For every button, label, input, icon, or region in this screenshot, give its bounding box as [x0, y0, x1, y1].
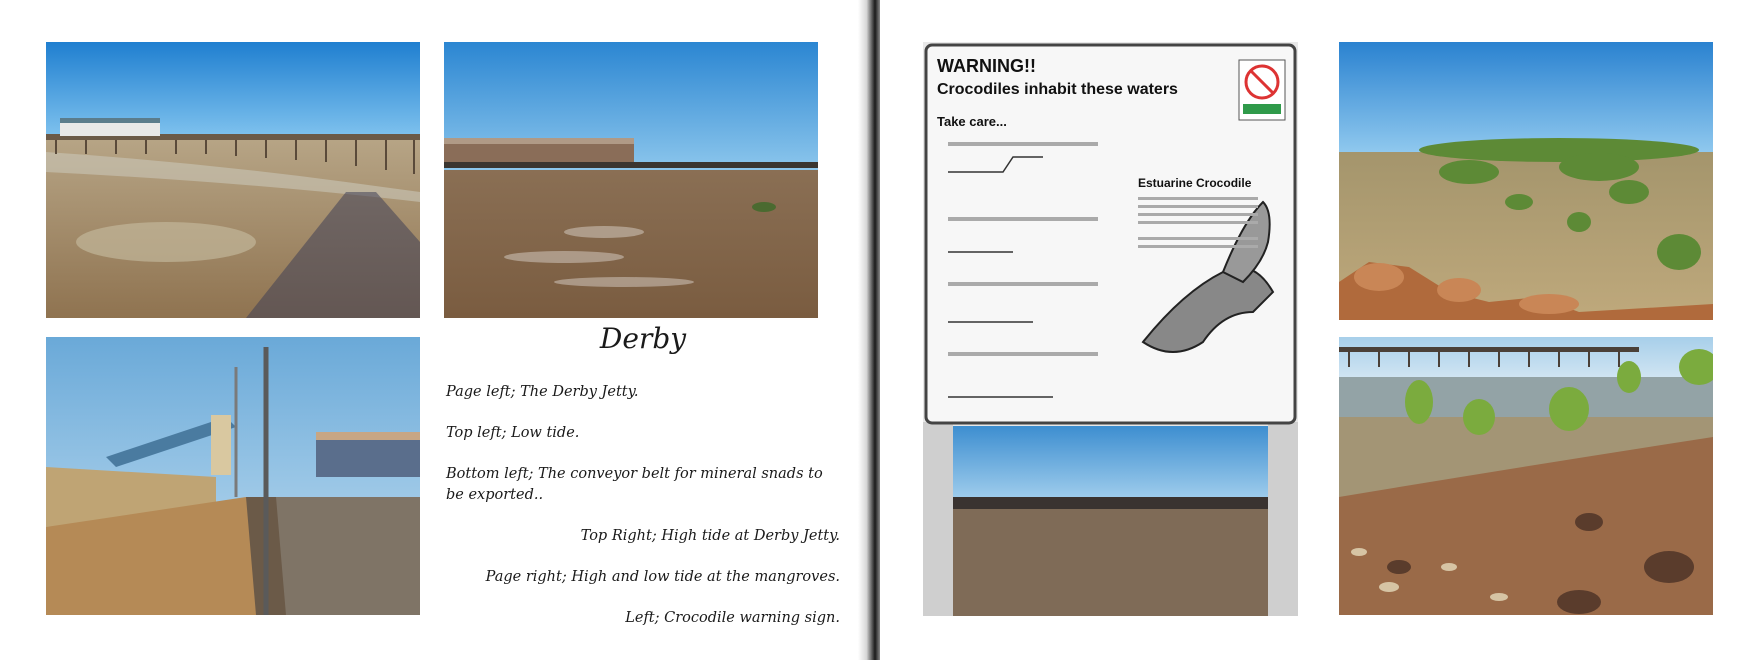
photo-mangroves-high-tide	[1339, 42, 1713, 320]
no-swimming-icon	[1239, 60, 1285, 120]
caption-top-left: Top left; Low tide.	[446, 425, 580, 441]
caption-block	[446, 322, 840, 642]
sign-take-care: Take care...	[937, 114, 1007, 129]
caption-top-right: Top Right; High tide at Derby Jetty.	[580, 528, 840, 544]
sign-heading: WARNING!!	[937, 56, 1036, 76]
sign-subheading: Crocodiles inhabit these waters	[937, 81, 1178, 98]
caption-bottom-left: Bottom left; The conveyor belt for mineral snads to be exported..	[446, 466, 823, 503]
caption-page-right: Page right; High and low tide at the mangroves.	[485, 569, 840, 585]
left-page	[0, 0, 870, 660]
photo-jetty-low-tide	[46, 42, 420, 318]
caption-page-left: Page left; The Derby Jetty.	[446, 384, 639, 400]
photo-crocodile-warning-sign	[923, 42, 1298, 616]
photo-mangroves-low-tide	[1339, 337, 1713, 615]
sign-species: Estuarine Crocodile	[1138, 176, 1252, 190]
caption-left: Left; Crocodile warning sign.	[625, 610, 840, 626]
page-title: Derby	[599, 322, 687, 355]
photo-conveyor-belt	[46, 337, 420, 615]
photo-jetty-high-tide	[444, 42, 818, 318]
